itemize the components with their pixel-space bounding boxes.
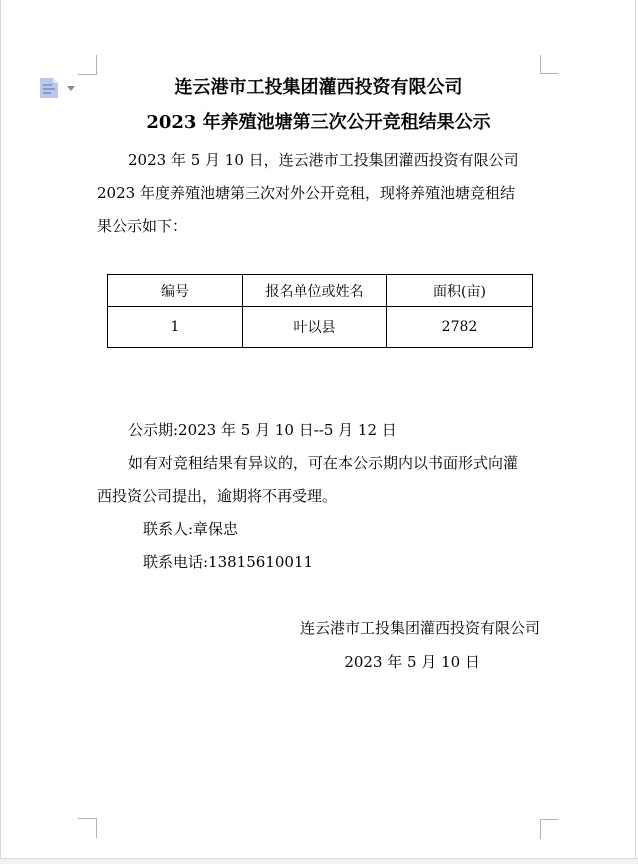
page-left-edge [0,0,1,858]
header-number: 编号 [108,275,243,307]
signature-company: 连云港市工投集团灌西投资有限公司 [299,619,540,637]
intro-line: 2023 年 5 月 10 日，连云港市工投集团灌西投资有限公司 [128,151,519,169]
contact-phone: 联系电话:13815610011 [143,553,314,571]
objection-line: 西投资公司提出，逾期将不再受理。 [97,487,338,505]
cell-area: 2782 [387,307,533,348]
objection-line: 如有对竞租结果有异议的，可在本公示期内以书面形式向灌 [128,454,519,472]
doc-title-company: 连云港市工投集团灌西投资有限公司 [174,77,463,98]
crop-mark-top-left [78,55,97,75]
cell-number: 1 [108,307,243,348]
cell-applicant: 叶以县 [243,307,387,348]
crop-mark-bottom-right [540,819,558,839]
crop-mark-top-right [540,55,558,74]
signature-date: 2023 年 5 月 10 日 [344,653,480,671]
table-header-row [108,275,533,307]
doc-title-subject: 2023 年养殖池塘第三次公开竞租结果公示 [146,112,491,133]
dropdown-arrow-icon [67,86,75,91]
publicity-period: 公示期:2023 年 5 月 10 日--5 月 12 日 [128,421,397,439]
header-area: 面积(亩) [387,275,533,307]
result-table [107,274,533,348]
page-bottom-boundary [0,858,638,864]
paste-options-button[interactable] [36,74,78,104]
intro-line: 2023 年度养殖池塘第三次对外公开竞租，现将养殖池塘竞租结 [97,184,515,202]
crop-mark-bottom-left [78,818,97,838]
contact-person: 联系人:章保忠 [143,520,239,538]
page-right-edge [635,0,636,858]
table-row [108,307,533,348]
intro-line: 果公示如下： [97,217,188,235]
header-applicant: 报名单位或姓名 [243,275,387,307]
